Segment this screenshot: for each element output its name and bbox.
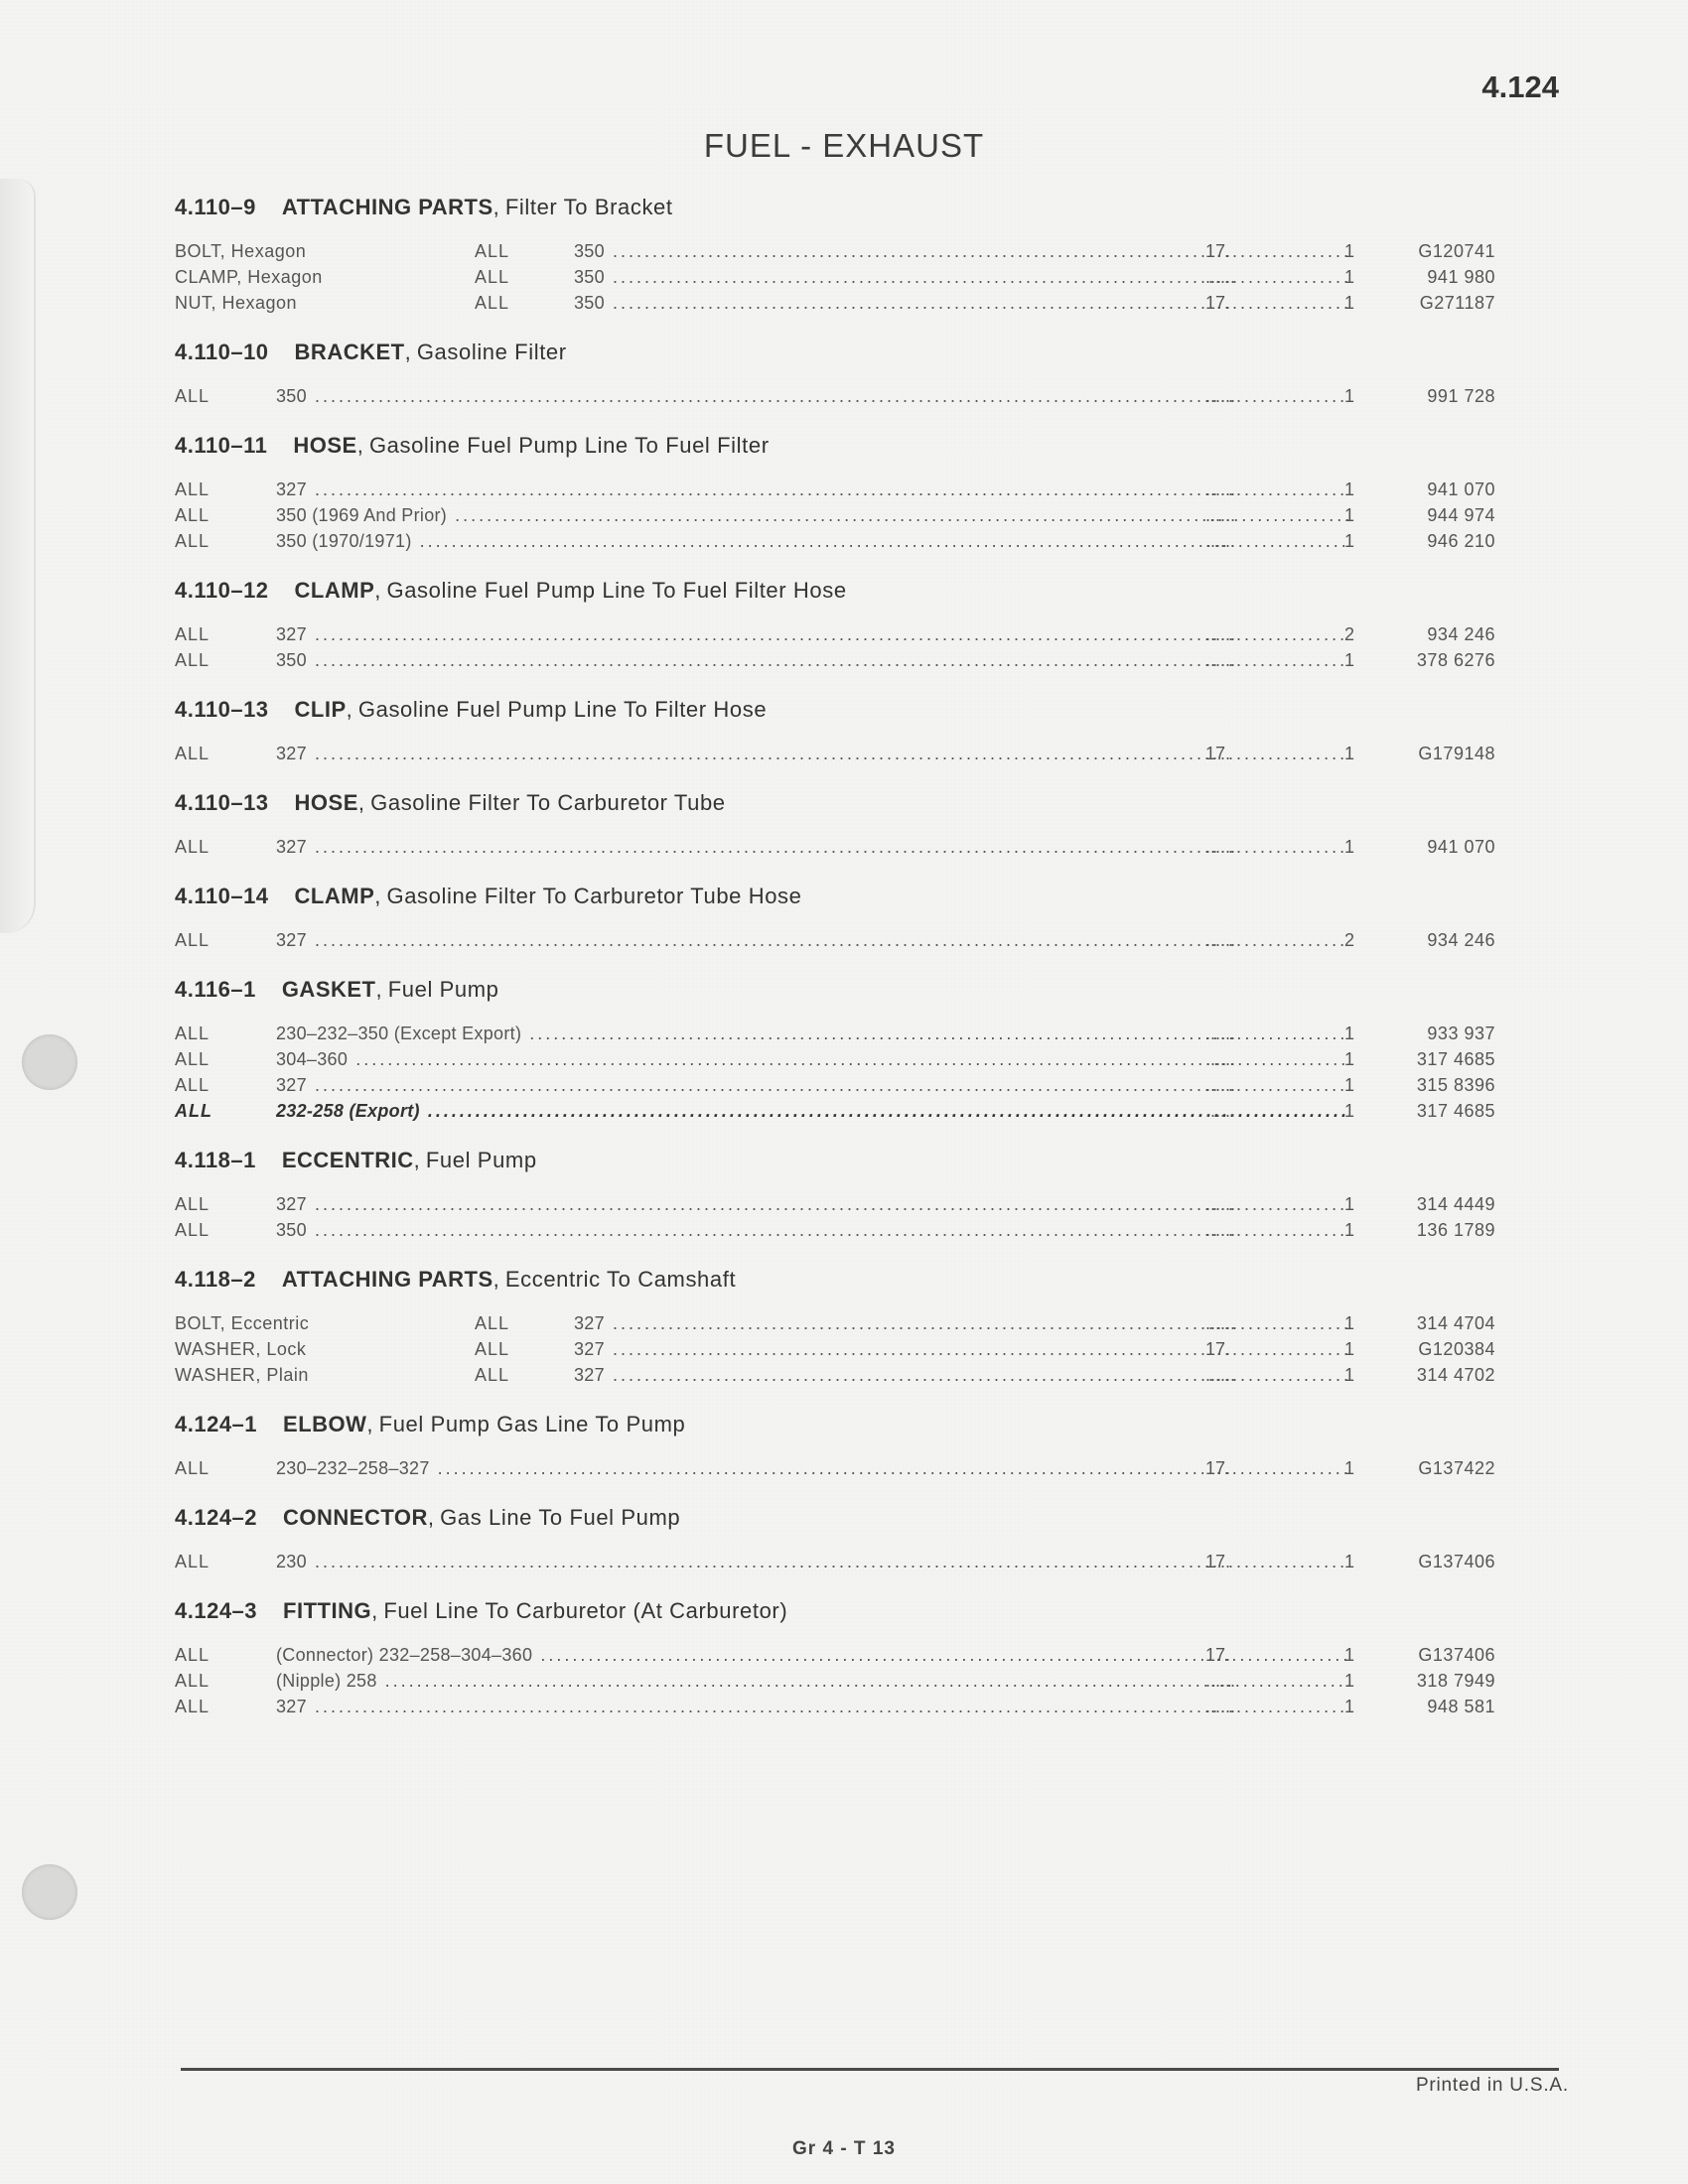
punch-hole xyxy=(22,1034,77,1090)
part-row xyxy=(175,1021,1505,1046)
model-applicability: ALL xyxy=(175,1697,211,1716)
part-number: 314 4702 xyxy=(1416,1365,1495,1385)
section-spacer xyxy=(175,953,1505,973)
engine-spec: 350 ..... xyxy=(276,383,1348,409)
section-number: 4.110–14 xyxy=(175,884,269,908)
section-description: Fuel Pump xyxy=(387,977,499,1002)
part-row xyxy=(175,1191,1505,1217)
section-noun: CLIP xyxy=(294,697,347,722)
section-number: 4.124–1 xyxy=(175,1412,258,1436)
service-code: ...... xyxy=(1205,650,1236,670)
engine-spec: 327 ..... xyxy=(276,1191,1348,1217)
section-noun: CLAMP xyxy=(294,578,375,603)
quantity: 1 xyxy=(1343,837,1354,857)
engine-spec: 232-258 (Export) ..... xyxy=(276,1098,1348,1124)
part-row xyxy=(175,647,1505,673)
section-heading: 4.110–13 HOSE, Gasoline Filter To Carburetor Tube xyxy=(175,790,726,815)
part-row xyxy=(175,1217,1505,1243)
model-applicability: ALL xyxy=(175,1075,211,1095)
part-row xyxy=(175,621,1505,647)
section-heading: 4.110–10 BRACKET, Gasoline Filter xyxy=(175,340,567,364)
engine-spec: 327 ..... xyxy=(574,1362,1348,1388)
section-noun: ATTACHING PARTS xyxy=(281,195,493,219)
part-row xyxy=(175,834,1505,860)
service-code: ...... xyxy=(1205,267,1236,287)
model-applicability: ALL xyxy=(175,744,211,763)
group-footer: Gr 4 - T 13 xyxy=(792,2138,896,2159)
part-row xyxy=(175,238,1505,264)
engine-spec: 350 ..... xyxy=(276,647,1348,673)
section-number: 4.118–1 xyxy=(175,1148,256,1172)
part-row xyxy=(175,1310,1505,1336)
quantity: 1 xyxy=(1343,505,1354,525)
engine-spec: 230–232–258–327 ..... xyxy=(276,1455,1348,1481)
quantity: 1 xyxy=(1343,1024,1354,1043)
section-noun: BRACKET xyxy=(294,340,405,364)
section-number: 4.110–10 xyxy=(175,340,269,364)
parts-list xyxy=(175,191,1505,1739)
model-applicability: ALL xyxy=(175,1458,211,1478)
part-number: G179148 xyxy=(1418,744,1495,763)
engine-spec: 350 (1970/1971) ..... xyxy=(276,528,1348,554)
part-name: CLAMP, Hexagon xyxy=(175,267,323,287)
punch-hole xyxy=(22,1864,77,1920)
model-applicability: ALL xyxy=(475,267,510,287)
part-number: G271187 xyxy=(1419,293,1495,313)
engine-spec: 230–232–350 (Except Export) ..... xyxy=(276,1021,1348,1046)
model-applicability: ALL xyxy=(175,1049,211,1069)
part-number: 378 6276 xyxy=(1416,650,1495,670)
model-applicability: ALL xyxy=(175,505,211,525)
quantity: 1 xyxy=(1343,744,1354,763)
model-applicability: ALL xyxy=(175,837,211,857)
service-code: 17. xyxy=(1205,241,1231,261)
section-number: 4.116–1 xyxy=(175,977,256,1002)
parts-section xyxy=(175,880,1505,973)
engine-spec: 350 ..... xyxy=(574,238,1348,264)
page-number: 4.124 xyxy=(1481,69,1559,104)
quantity: 1 xyxy=(1343,1101,1354,1121)
part-name: NUT, Hexagon xyxy=(175,293,298,313)
section-spacer xyxy=(175,316,1505,336)
section-noun: HOSE xyxy=(293,433,357,458)
part-number: 315 8396 xyxy=(1416,1075,1495,1095)
section-number: 4.110–13 xyxy=(175,790,269,815)
section-description: Gasoline Fuel Pump Line To Fuel Filter xyxy=(368,433,770,458)
section-heading: 4.110–11 HOSE, Gasoline Fuel Pump Line To Fuel Filter xyxy=(175,433,770,458)
part-number: 317 4685 xyxy=(1416,1101,1495,1121)
section-noun: CLAMP xyxy=(294,884,375,908)
section-noun: ECCENTRIC xyxy=(281,1148,414,1172)
part-row xyxy=(175,1549,1505,1574)
model-applicability: ALL xyxy=(175,1024,211,1043)
quantity: 1 xyxy=(1343,1365,1354,1385)
section-spacer xyxy=(175,766,1505,786)
service-code: ...... xyxy=(1205,1075,1236,1095)
quantity: 1 xyxy=(1343,531,1354,551)
section-spacer xyxy=(175,1243,1505,1263)
quantity: 1 xyxy=(1343,267,1354,287)
section-description: Fuel Pump Gas Line To Pump xyxy=(378,1412,686,1436)
engine-spec: 327 ..... xyxy=(276,927,1348,953)
quantity: 2 xyxy=(1343,624,1354,644)
section-spacer xyxy=(175,1388,1505,1408)
quantity: 1 xyxy=(1343,1313,1354,1333)
model-applicability: ALL xyxy=(175,386,211,406)
part-row xyxy=(175,502,1505,528)
part-number: 934 246 xyxy=(1427,624,1495,644)
section-description: Gasoline Fuel Pump Line To Filter Hose xyxy=(357,697,768,722)
section-number: 4.110–13 xyxy=(175,697,269,722)
service-code: ...... xyxy=(1205,1101,1236,1121)
engine-spec: 327 ..... xyxy=(276,1694,1348,1719)
parts-section xyxy=(175,1144,1505,1263)
section-heading: 4.110–13 CLIP, Gasoline Fuel Pump Line To Filter Hose xyxy=(175,697,768,722)
part-number: 941 070 xyxy=(1427,837,1495,857)
service-code: ...... xyxy=(1205,624,1236,644)
section-description: Gasoline Filter To Carburetor Tube xyxy=(370,790,726,815)
engine-spec: (Connector) 232–258–304–360 ..... xyxy=(276,1642,1348,1668)
service-code: ...... xyxy=(1205,386,1236,406)
parts-section xyxy=(175,1594,1505,1739)
part-number: 314 4449 xyxy=(1416,1194,1495,1214)
service-code: ...... xyxy=(1205,837,1236,857)
section-number: 4.110–9 xyxy=(175,195,256,219)
section-noun: ATTACHING PARTS xyxy=(281,1267,493,1292)
parts-section xyxy=(175,693,1505,786)
section-heading: 4.118–2 ATTACHING PARTS, Eccentric To Camshaft xyxy=(175,1267,737,1292)
page-title: FUEL - EXHAUST xyxy=(703,127,985,164)
service-code: 17. xyxy=(1205,1552,1231,1571)
quantity: 1 xyxy=(1343,1671,1354,1691)
section-spacer xyxy=(175,673,1505,693)
service-code: 17. xyxy=(1205,293,1231,313)
section-spacer xyxy=(175,1574,1505,1594)
quantity: 1 xyxy=(1343,650,1354,670)
quantity: 1 xyxy=(1343,1339,1354,1359)
parts-section xyxy=(175,1501,1505,1594)
part-number: G120384 xyxy=(1418,1339,1495,1359)
quantity: 1 xyxy=(1343,479,1354,499)
engine-spec: 327 ..... xyxy=(276,477,1348,502)
service-code: ...... xyxy=(1205,1194,1236,1214)
parts-section xyxy=(175,1408,1505,1501)
model-applicability: ALL xyxy=(175,1552,211,1571)
section-noun: HOSE xyxy=(294,790,358,815)
section-noun: GASKET xyxy=(281,977,376,1002)
parts-section xyxy=(175,429,1505,574)
part-row xyxy=(175,1336,1505,1362)
section-description: Eccentric To Camshaft xyxy=(504,1267,737,1292)
section-heading: 4.110–14 CLAMP, Gasoline Filter To Carburetor Tube Hose xyxy=(175,884,802,908)
section-description: Filter To Bracket xyxy=(504,195,673,219)
part-number: G137406 xyxy=(1418,1645,1495,1665)
quantity: 1 xyxy=(1343,1075,1354,1095)
binding-edge xyxy=(0,179,36,933)
model-applicability: ALL xyxy=(475,293,510,313)
service-code: ...... xyxy=(1205,930,1236,950)
section-heading: 4.124–3 FITTING, Fuel Line To Carburetor (At Carburetor) xyxy=(175,1598,788,1623)
part-row xyxy=(175,1642,1505,1668)
model-applicability: ALL xyxy=(175,1101,212,1121)
service-code: 17. xyxy=(1205,1645,1231,1665)
section-number: 4.110–12 xyxy=(175,578,269,603)
section-heading: 4.124–2 CONNECTOR, Gas Line To Fuel Pump xyxy=(175,1505,681,1530)
service-code: 17. xyxy=(1205,744,1231,763)
section-spacer xyxy=(175,1124,1505,1144)
model-applicability: ALL xyxy=(475,241,510,261)
engine-spec: 327 ..... xyxy=(276,1072,1348,1098)
part-row xyxy=(175,927,1505,953)
engine-spec: 327 ..... xyxy=(276,834,1348,860)
service-code: ...... xyxy=(1205,1049,1236,1069)
engine-spec: 327 ..... xyxy=(276,741,1348,766)
part-number: 946 210 xyxy=(1427,531,1495,551)
part-row xyxy=(175,1668,1505,1694)
engine-spec: 350 (1969 And Prior) ..... xyxy=(276,502,1348,528)
part-row xyxy=(175,741,1505,766)
section-number: 4.124–3 xyxy=(175,1598,258,1623)
section-spacer xyxy=(175,554,1505,574)
service-code: ...... xyxy=(1205,1697,1236,1716)
engine-spec: 230 ..... xyxy=(276,1549,1348,1574)
parts-section xyxy=(175,336,1505,429)
section-noun: ELBOW xyxy=(283,1412,367,1436)
quantity: 2 xyxy=(1343,930,1354,950)
part-number: 318 7949 xyxy=(1416,1671,1495,1691)
part-number: 314 4704 xyxy=(1416,1313,1495,1333)
model-applicability: ALL xyxy=(475,1339,510,1359)
part-number: 934 246 xyxy=(1427,930,1495,950)
part-row xyxy=(175,383,1505,409)
engine-spec: 327 ..... xyxy=(574,1336,1348,1362)
parts-section xyxy=(175,1263,1505,1408)
service-code: ...... xyxy=(1205,1671,1236,1691)
parts-section xyxy=(175,786,1505,880)
section-description: Gasoline Fuel Pump Line To Fuel Filter Hose xyxy=(386,578,847,603)
part-number: G137406 xyxy=(1418,1552,1495,1571)
section-heading: 4.118–1 ECCENTRIC, Fuel Pump xyxy=(175,1148,537,1172)
quantity: 1 xyxy=(1343,1645,1354,1665)
section-spacer xyxy=(175,409,1505,429)
part-row xyxy=(175,1046,1505,1072)
part-number: G120741 xyxy=(1418,241,1495,261)
engine-spec: 350 ..... xyxy=(276,1217,1348,1243)
service-code: ...... xyxy=(1205,479,1236,499)
part-row xyxy=(175,1455,1505,1481)
quantity: 1 xyxy=(1343,1220,1354,1240)
part-row xyxy=(175,1362,1505,1388)
model-applicability: ALL xyxy=(475,1365,510,1385)
quantity: 1 xyxy=(1343,1458,1354,1478)
model-applicability: ALL xyxy=(175,531,211,551)
engine-spec: 350 ..... xyxy=(574,264,1348,290)
part-row xyxy=(175,290,1505,316)
parts-section xyxy=(175,973,1505,1144)
part-number: G137422 xyxy=(1418,1458,1495,1478)
section-noun: CONNECTOR xyxy=(283,1505,428,1530)
section-description: Gasoline Filter xyxy=(416,340,567,364)
section-description: Gas Line To Fuel Pump xyxy=(440,1505,681,1530)
service-code: ...... xyxy=(1205,1220,1236,1240)
part-name: BOLT, Eccentric xyxy=(175,1313,310,1333)
service-code: 17. xyxy=(1205,1458,1231,1478)
parts-section xyxy=(175,191,1505,336)
part-number: 941 980 xyxy=(1427,267,1495,287)
section-description: Fuel Line To Carburetor (At Carburetor) xyxy=(383,1598,788,1623)
part-number: 991 728 xyxy=(1427,386,1495,406)
quantity: 1 xyxy=(1343,1049,1354,1069)
part-number: 317 4685 xyxy=(1416,1049,1495,1069)
section-spacer xyxy=(175,860,1505,880)
parts-section xyxy=(175,574,1505,693)
part-number: 933 937 xyxy=(1427,1024,1495,1043)
engine-spec: 327 ..... xyxy=(276,621,1348,647)
part-row xyxy=(175,1694,1505,1719)
engine-spec: (Nipple) 258 ..... xyxy=(276,1668,1348,1694)
quantity: 1 xyxy=(1343,386,1354,406)
service-code: ...... xyxy=(1205,1365,1236,1385)
part-number: 941 070 xyxy=(1427,479,1495,499)
model-applicability: ALL xyxy=(175,1220,211,1240)
model-applicability: ALL xyxy=(175,1645,211,1665)
section-heading: 4.124–1 ELBOW, Fuel Pump Gas Line To Pump xyxy=(175,1412,686,1436)
engine-spec: 304–360 ..... xyxy=(276,1046,1348,1072)
section-spacer xyxy=(175,1719,1505,1739)
part-number: 136 1789 xyxy=(1416,1220,1495,1240)
engine-spec: 350 ..... xyxy=(574,290,1348,316)
engine-spec: 327 ..... xyxy=(574,1310,1348,1336)
part-name: BOLT, Hexagon xyxy=(175,241,307,261)
quantity: 1 xyxy=(1343,1697,1354,1716)
section-description: Gasoline Filter To Carburetor Tube Hose xyxy=(386,884,802,908)
quantity: 1 xyxy=(1343,1552,1354,1571)
part-row xyxy=(175,528,1505,554)
model-applicability: ALL xyxy=(175,650,211,670)
service-code: 17. xyxy=(1205,1339,1231,1359)
model-applicability: ALL xyxy=(175,1194,211,1214)
model-applicability: ALL xyxy=(175,1671,211,1691)
section-heading: 4.116–1 GASKET, Fuel Pump xyxy=(175,977,499,1002)
service-code: ...... xyxy=(1205,505,1236,525)
section-heading: 4.110–12 CLAMP, Gasoline Fuel Pump Line To Fuel Filter Hose xyxy=(175,578,847,603)
part-row xyxy=(175,1098,1505,1124)
model-applicability: ALL xyxy=(175,479,211,499)
quantity: 1 xyxy=(1343,293,1354,313)
section-number: 4.118–2 xyxy=(175,1267,256,1292)
part-name: WASHER, Plain xyxy=(175,1365,309,1385)
part-row xyxy=(175,264,1505,290)
service-code: ...... xyxy=(1205,1024,1236,1043)
part-row xyxy=(175,477,1505,502)
quantity: 1 xyxy=(1343,1194,1354,1214)
quantity: 1 xyxy=(1343,241,1354,261)
section-number: 4.124–2 xyxy=(175,1505,258,1530)
model-applicability: ALL xyxy=(175,624,211,644)
service-code: ...... xyxy=(1205,1313,1236,1333)
part-number: 948 581 xyxy=(1427,1697,1495,1716)
part-row xyxy=(175,1072,1505,1098)
service-code: ...... xyxy=(1205,531,1236,551)
section-noun: FITTING xyxy=(283,1598,372,1623)
printed-note: Printed in U.S.A. xyxy=(1415,2075,1569,2096)
part-name: WASHER, Lock xyxy=(175,1339,307,1359)
section-number: 4.110–11 xyxy=(175,433,268,458)
section-heading: 4.110–9 ATTACHING PARTS, Filter To Bracket xyxy=(175,195,673,219)
model-applicability: ALL xyxy=(175,930,211,950)
footer-rule xyxy=(181,2068,1559,2071)
section-description: Fuel Pump xyxy=(425,1148,537,1172)
model-applicability: ALL xyxy=(475,1313,510,1333)
section-spacer xyxy=(175,1481,1505,1501)
part-number: 944 974 xyxy=(1427,505,1495,525)
